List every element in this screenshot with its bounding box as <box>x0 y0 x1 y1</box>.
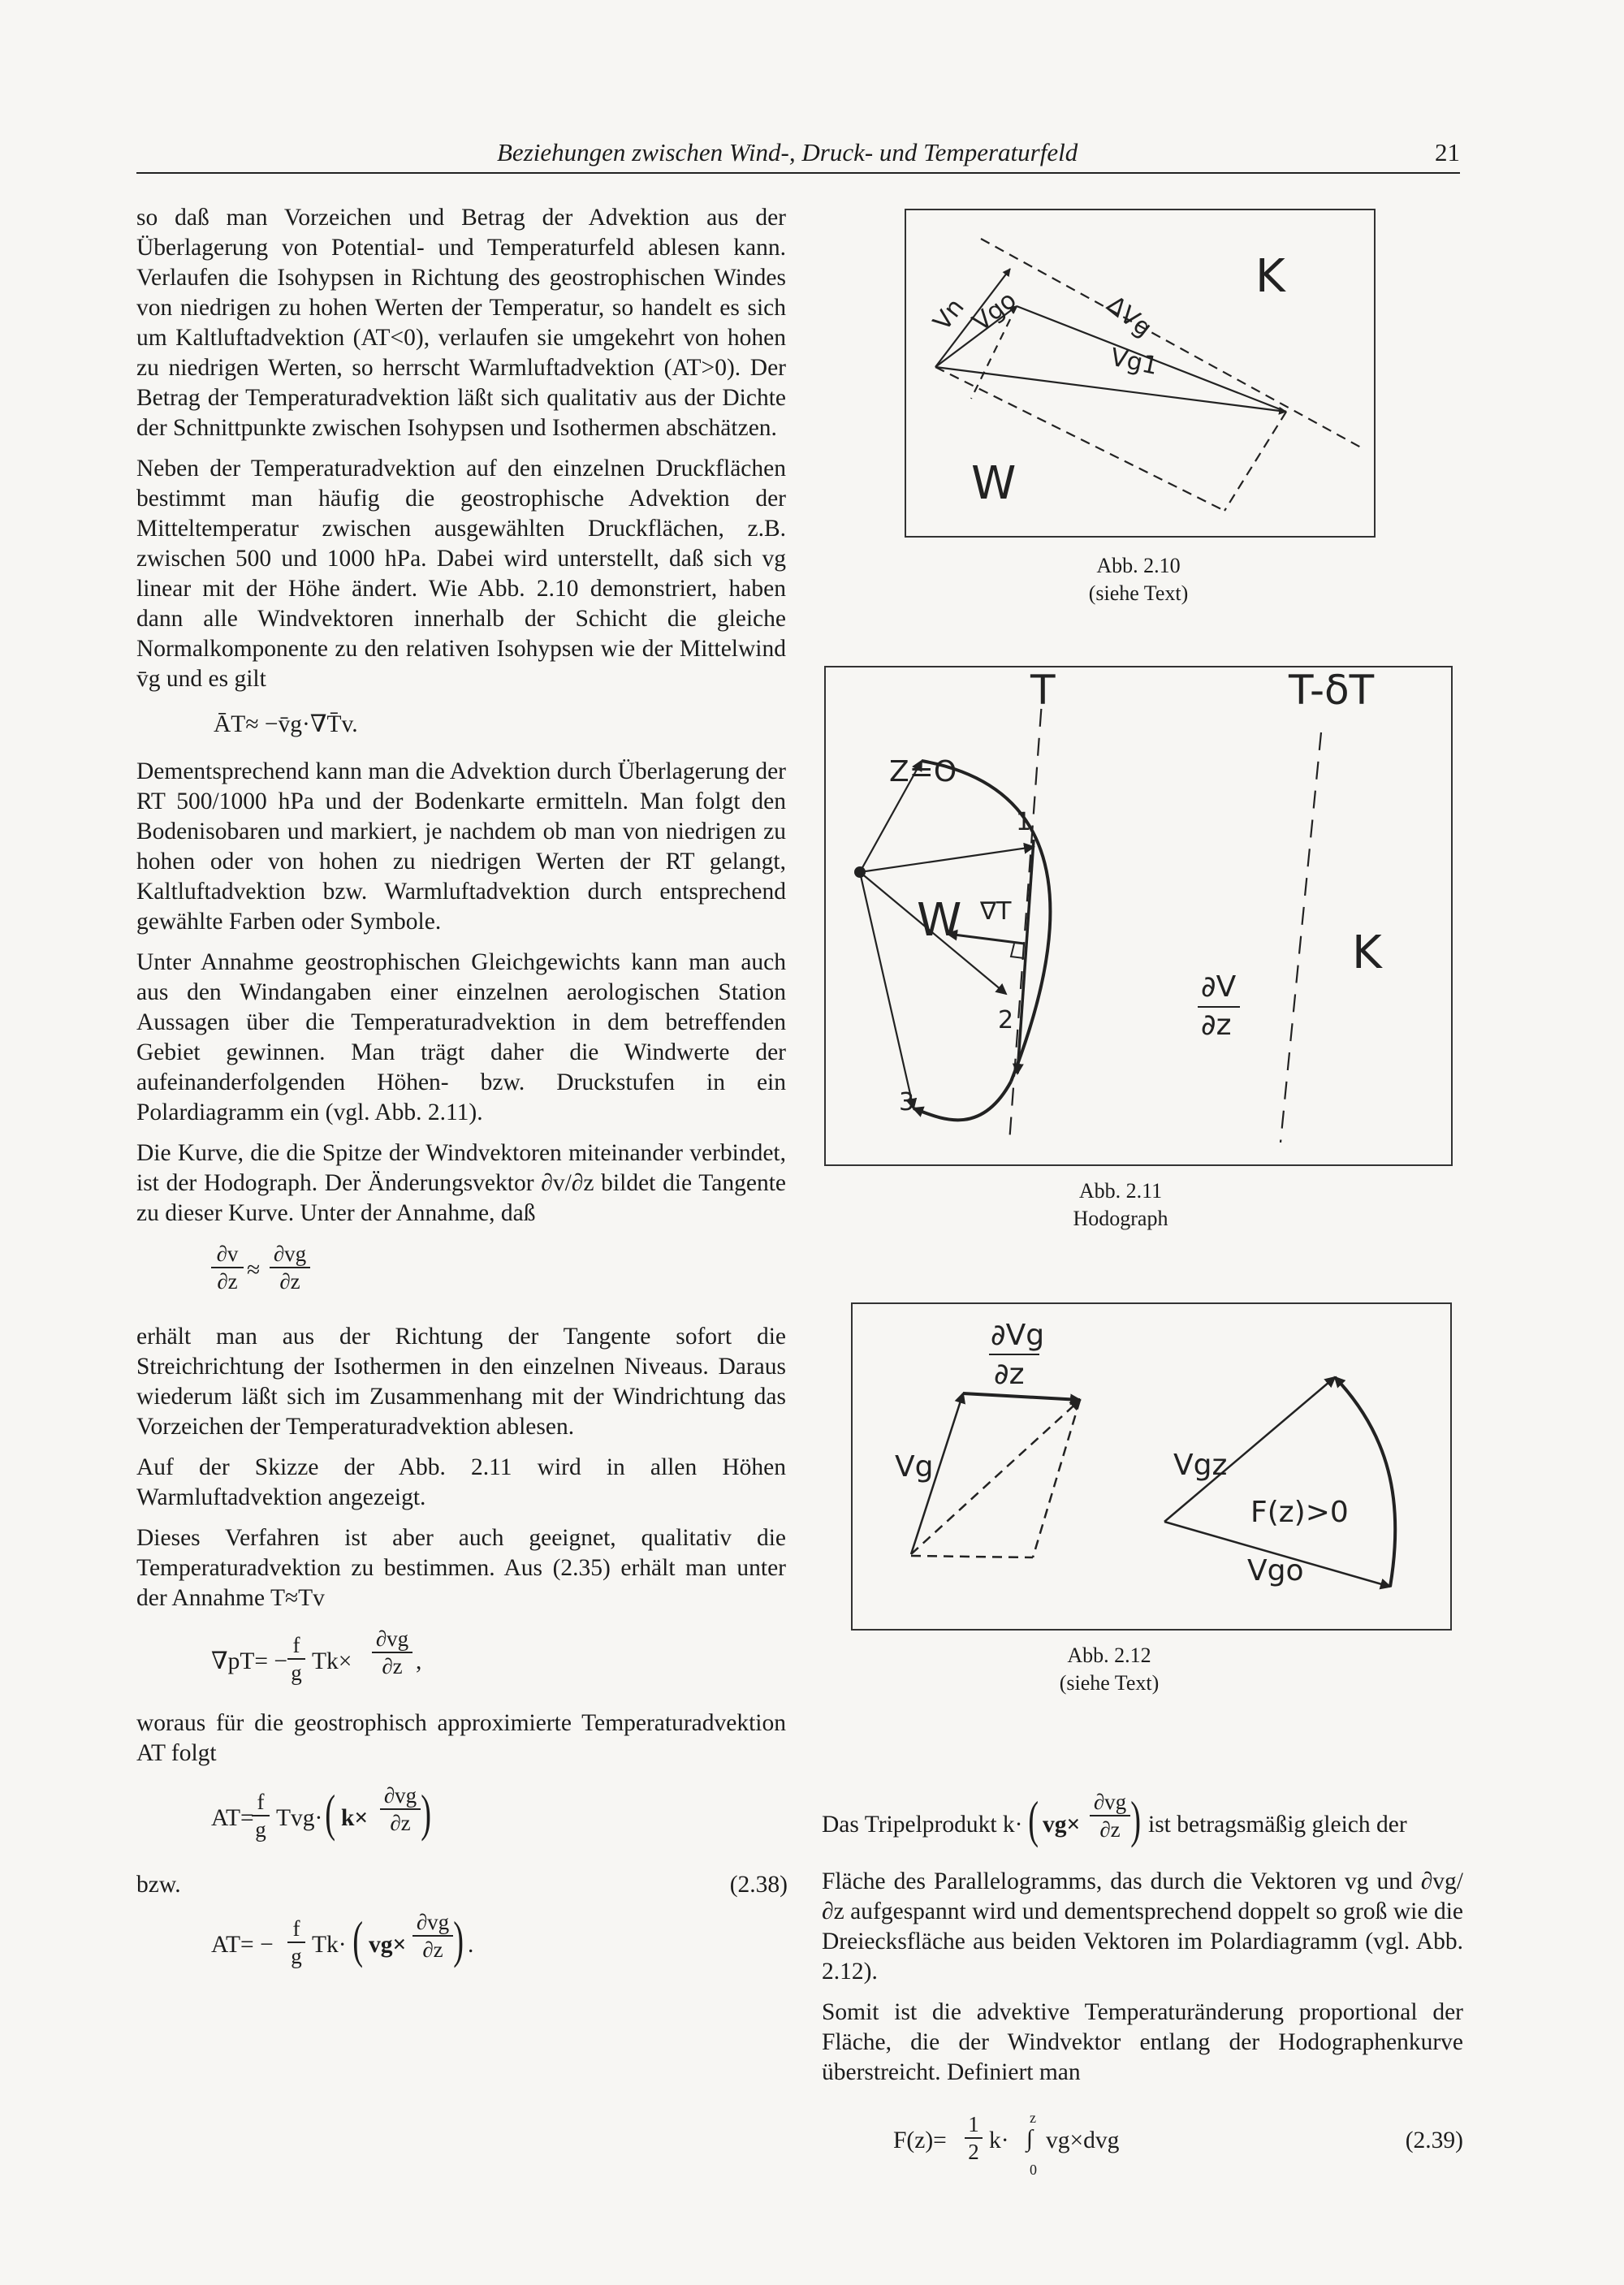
label-dv: ∂V <box>1201 970 1237 1004</box>
dashed-side <box>1224 412 1286 511</box>
bzw-label: bzw. <box>136 1872 181 1898</box>
label-z0: Z=O <box>889 755 957 788</box>
right-column <box>822 1790 1463 2189</box>
label-vgz: Vgz <box>1173 1449 1228 1482</box>
figure-2-11-svg <box>826 667 1451 1164</box>
equation-dv-dz: ∂v ∂z ≈ ∂vg ∂z <box>136 1239 786 1312</box>
equation-at-1: AT= f g Tvg· ( k× ∂vg ∂z ) <box>211 1783 432 1842</box>
label-w: W <box>971 457 1017 510</box>
label-1: 1 <box>1016 808 1032 836</box>
paragraph: so daß man Vorzeichen und Betrag der Advektion aus der Überlagerung von Potential- und Temperaturfeld ablesen kann. Verlaufen die Isohypsen in Richtung des geostrophischen Windes von niedrigen zu hohen Werten der Temperatur, so handelt es sich um Kaltluftadvektion (AT<0), verlaufen sie umgekehrt von hohen zu niedrigen Werten, so herrscht Warmluftadvektion (AT>0). Der Betrag der Temperaturadvektion läßt sich qualitativ aus der Dichte der Schnittpunkte zwischen Isohypsen und Isothermen abschätzen. <box>136 205 786 441</box>
wind-vector-3 <box>860 872 914 1108</box>
caption-fig-2-12: Abb. 2.12 (siehe Text) <box>1059 1644 1160 1695</box>
label-3: 3 <box>899 1088 915 1117</box>
figure-2-12 <box>851 1302 1452 1631</box>
paragraph: Neben der Temperaturadvektion auf den einzelnen Druckflächen bestimmt man häufig die geostrophische Advektion der Mitteltemperatur zwischen ausgewählten Druckflächen, z.B. zwischen 500 und 1000 hPa. Dabei wird unterstellt, daß sich vg linear mit der Höhe ändert. Wie Abb. 2.10 demonstriert, haben dann alle Windvektoren innerhalb der Schicht die gleiche Normalkomponente zu den relativen Isohypsen wie der Mittelwind v̄g und es gilt <box>136 456 786 692</box>
paragraph: Auf der Skizze der Abb. 2.11 wird in allen Höhen Warmluftadvektion angezeigt. <box>136 1454 786 1510</box>
label-k: K <box>1255 250 1285 303</box>
left-column <box>136 203 786 1997</box>
hodograph-lower <box>914 1082 1011 1120</box>
caption-fig-2-10: Abb. 2.10 (siehe Text) <box>1088 554 1189 605</box>
label-vgo: Vgo <box>967 286 1022 338</box>
paragraph: Unter Annahme geostrophischen Gleichgewichts kann man auch aus den Windangaben einer einzelnen aerologischen Station Aussagen über die Temperaturadvektion in dem betreffenden Gebiet gewinnen. Man trägt daher die Windwerte der aufeinanderfolgenden Höhen- bzw. Druckstufen in ein Polardiagramm ein (vgl. Abb. 2.11). <box>136 949 786 1125</box>
running-header <box>136 136 1460 174</box>
figure-2-10 <box>905 209 1376 538</box>
paragraph: Die Kurve, die die Spitze der Windvektoren miteinander verbindet, ist der Hodograph. Der Änderungsvektor ∂v/∂z bildet die Tangente zu dieser Kurve. Unter der Annahme, daß <box>136 1140 786 1226</box>
label-vg: Vg <box>895 1450 934 1484</box>
equation-grad-t: ∇pT= − f g Tk× ∂vg ∂z , <box>211 1626 422 1685</box>
page-number: 21 <box>1435 138 1460 166</box>
vector-vg1 <box>935 367 1286 412</box>
label-k: K <box>1352 927 1382 979</box>
paragraph: Fläche des Parallelogramms, das durch die Vektoren vg und ∂vg/∂z aufgespannt wird und dementsprechend doppelt so groß wie die Dreiecksfläche aus beiden Vektoren im Polardiagramm (vgl. Abb. 2.12). <box>822 1868 1463 1985</box>
equation-mean-advection: ĀT≈ −v̄g·∇T̄v. <box>214 711 358 737</box>
label-2: 2 <box>998 1006 1014 1035</box>
equation-number: (2.38) <box>729 1872 788 1898</box>
paragraph: Dieses Verfahren ist aber auch geeignet, qualitativ die Temperaturadvektion zu bestimmen. Aus (2.35) erhält man unter der Annahme T≈Tv <box>136 1525 786 1611</box>
right-angle-mark <box>1011 944 1024 958</box>
figure-2-11 <box>824 666 1453 1166</box>
label-grad-t: ∇T <box>980 897 1012 926</box>
wind-vector-1 <box>860 847 1034 872</box>
label-dz: ∂z <box>1201 1009 1232 1042</box>
label-t-dt: T-δT <box>1289 667 1375 714</box>
label-w: W <box>917 894 962 947</box>
label-f: F(z)>0 <box>1250 1496 1349 1529</box>
dashed-bottom <box>911 1556 1033 1557</box>
label-vn: Vn <box>927 293 970 336</box>
caption-fig-2-11: Abb. 2.11 Hodograph <box>1073 1179 1168 1230</box>
vector-dvg-dz <box>963 1393 1080 1400</box>
equation-at-2: AT= − f g Tk· ( vg× ∂vg ∂z ) . <box>211 1910 474 1968</box>
triple-product-line: Das Tripelprodukt k· ( vg× ∂vg ∂z ) ist betragsmäßig gleich der <box>822 1790 1407 1848</box>
paragraph: Somit ist die advektive Temperaturänderung proportional der Fläche, die der Windvektor entlang der Hodographenkurve überstreicht. Definiert man <box>822 1999 1463 2085</box>
header-title: Beziehungen zwischen Wind-, Druck- und Temperaturfeld <box>497 138 1078 166</box>
isotherm-t-dt <box>1281 732 1321 1142</box>
paragraph: Dementsprechend kann man die Advektion durch Überlagerung der RT 500/1000 hPa und der Bodenkarte ermitteln. Man folgt den Bodenisobaren und markiert, je nachdem ob man von niedrigen zu hohen oder von hohen zu niedrigen Werten der RT gelangt, Kaltluftadvektion bzw. Warmluftadvektion durch entsprechend gewählte Farben oder Symbole. <box>136 758 786 935</box>
label-vgo: Vgo <box>1247 1554 1304 1587</box>
figure-2-10-svg <box>906 210 1374 536</box>
label-dvg: ΔVg <box>1101 290 1157 343</box>
figure-2-12-svg <box>853 1304 1450 1629</box>
origin-point <box>854 866 866 878</box>
paragraph: woraus für die geostrophisch approximierte Temperaturadvektion AT folgt <box>136 1710 786 1766</box>
paragraph: erhält man aus der Richtung der Tangente sofort die Streichrichtung der Isothermen in den einzelnen Niveaus. Daraus wiederum läßt sich im Zusammenhang mit der Windrichtung das Vorzeichen der Temperaturadvektion ablesen. <box>136 1324 786 1440</box>
hodograph-arc <box>1335 1377 1395 1587</box>
label-vg1: Vg1 <box>1108 343 1160 382</box>
isohypse-dashed <box>981 239 1361 447</box>
label-dvg: ∂Vg <box>991 1319 1045 1352</box>
label-dz: ∂z <box>994 1358 1025 1391</box>
dashed-right <box>1033 1400 1080 1557</box>
label-t: T <box>1030 667 1056 714</box>
equation-f-z: F(z)= 1 2 k· z ∫ 0 vg×dvg (2.39) <box>893 2110 1463 2178</box>
